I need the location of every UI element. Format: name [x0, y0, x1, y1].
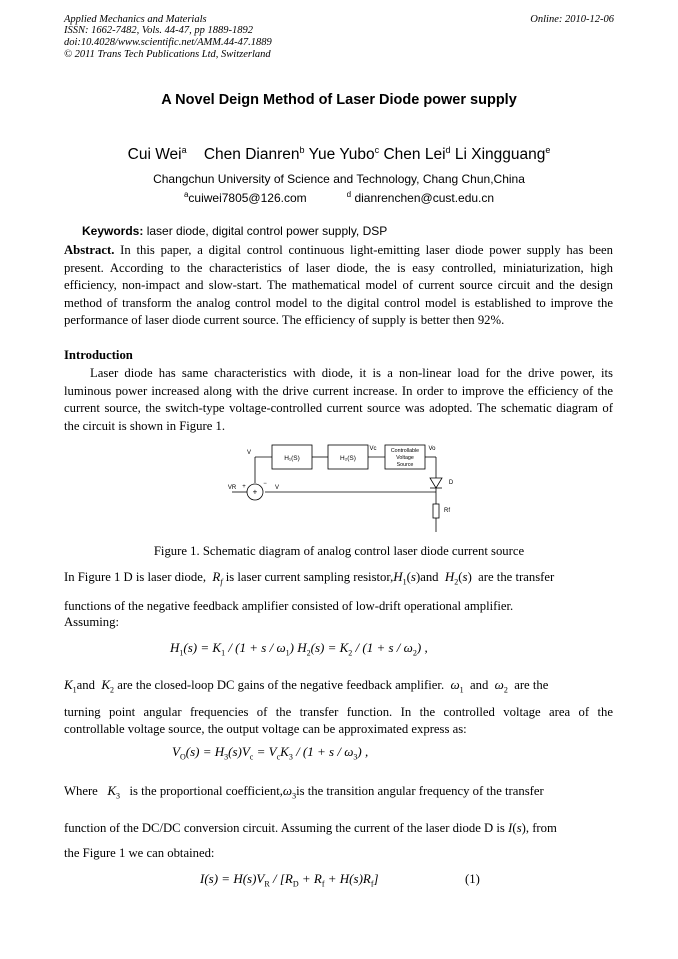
h2-label: H₂(S): [340, 455, 356, 462]
text-line: functions of the negative feedback amplifier consisted of low-drift operational amplifier.: [64, 599, 514, 613]
d-label: D: [448, 480, 454, 486]
intro-paragraph: Laser diode has same characteristics with diode, it is a non-linear load for the drive power, its luminous power increased along with the drive current increase. In order to improve the efficiency of the current source, the switch-type voltage-controlled current source was adopted. The schematic diagram of the circuit is shown in Figure 1.: [64, 366, 613, 433]
author-list: [0, 145, 678, 164]
text-line: controllable voltage source, the output voltage can be approximated express as:: [64, 722, 467, 736]
text-line: Where $K_3$ is the proportional $coefficient,\omega_3is$ the transition angular frequency of the transfer: [64, 783, 544, 801]
text-line: $K_1and$ $K_2$ are the closed-loop DC gains of the negative feedback amplifier. $\omega_1$ and $\omega_2$ are the: [64, 677, 549, 695]
section-heading: Introduction: [64, 348, 133, 362]
cvs-label-2: Voltage: [396, 455, 414, 461]
vr-label: VR: [227, 485, 237, 491]
online-date: Online: 2010-12-06: [530, 14, 614, 25]
v-label: V: [274, 485, 280, 491]
equation-number: (1): [465, 872, 480, 886]
plus-sign: +: [252, 487, 258, 497]
text-line: Assuming:: [64, 615, 119, 629]
author: Li Xingguang$^e$: [454, 145, 551, 164]
abstract-text: In this paper, a digital control continuous light-emitting laser diode power supply has been present. According to the characteristics of laser diode, the is easy controlled, miniaturization, high efficiency, non-impact and slow-start. The mathematical model of current source circuit and the design method of transform the analog control model to the digital control model is established to improve the performance of laser diode current source. The efficiency of supply is better then 92%.: [64, 243, 613, 328]
text-line: turning point angular frequencies of the transfer function. In the controlled voltage area of the: [64, 705, 613, 719]
email[interactable]: cuiwei7805@126.com: [188, 191, 307, 205]
resistor-rf: [433, 504, 439, 518]
affiliation: Changchun University of Science and Technology, Chang Chun,China: [153, 172, 525, 186]
author: Yue Yubo$^c$: [308, 145, 380, 164]
cvs-label-1: Controllable: [390, 448, 420, 454]
abstract: [64, 242, 613, 330]
copyright-line: © 2011 Trans Tech Publications Ltd, Switzerland: [64, 49, 271, 60]
equation: $H_1(s) = K_1 / (1 + s / \omega_1) H_2(s) = K_2 / (1 + s / \omega_2)$ ,: [170, 640, 428, 658]
h1-label: H₁(S): [284, 455, 300, 462]
email[interactable]: dianrenchen@cust.edu.cn: [354, 191, 495, 205]
plus-input: +: [242, 484, 246, 490]
equation: $V_O(s) = H_3(s)V_c = V_cK_3 / (1 + s / \omega_3)$ ,: [172, 744, 369, 762]
vf-label: V: [246, 450, 252, 456]
doi-line: doi:10.4028/www.scientific.net/AMM.44-47.1889: [64, 37, 272, 48]
vc-label: Vc: [369, 446, 377, 452]
email-line: $^a$cuiwei7805@126.com $^d$ dianrenchen@cust.edu.cn: [183, 190, 495, 205]
diode-symbol: [430, 478, 442, 488]
abstract-label: Abstract.: [64, 243, 115, 257]
rf-label: Rf: [444, 508, 450, 514]
text-line: the Figure 1 we can obtained:: [64, 846, 215, 860]
text-line: In Figure 1 D is laser diode, $R_f$ is laser current sampling $resistor,H_1(s)and$ $H_2(s)$ are the transfer: [64, 569, 555, 587]
journal-name: Applied Mechanics and Materials: [64, 14, 207, 25]
vo-label: Vo: [428, 446, 436, 452]
keywords: Keywords: laser diode, digital control power supply, DSP: [82, 224, 388, 238]
cvs-label-3: Source: [396, 462, 414, 468]
paper-title: A Novel Deign Method of Laser Diode power supply: [161, 92, 517, 108]
equation-1: $I(s) = H(s)V_R / [R_D + R_f + H(s)R_f]$: [200, 871, 379, 889]
issn-line: ISSN: 1662-7482, Vols. 44-47, pp 1889-1892: [64, 25, 253, 36]
minus-input: −: [263, 481, 267, 487]
figure-caption: Figure 1. Schematic diagram of analog control laser diode current source: [153, 544, 525, 558]
text-line: function of the DC/DC conversion circuit. Assuming the current of the laser diode D is I(s), from: [64, 820, 557, 835]
author: Cui Wei$^a$: [127, 145, 187, 164]
author: Chen Dianren$^b$: [203, 145, 305, 164]
figure-1-diagram: [222, 438, 462, 548]
author: Chen Lei$^d$: [383, 145, 451, 164]
